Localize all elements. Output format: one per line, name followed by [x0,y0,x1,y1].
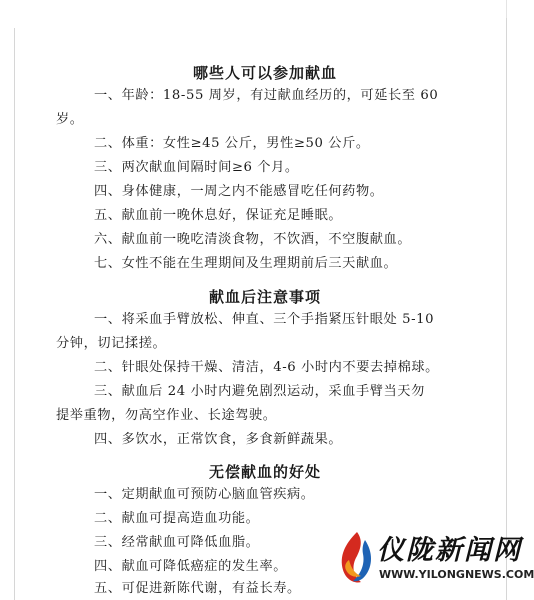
list-item: 五、献血前一晚休息好，保证充足睡眠。 [94,208,343,223]
section-title-after-donation: 献血后注意事项 [208,288,321,306]
list-item: 五、可促进新陈代谢，有益长寿。 [94,581,301,596]
list-item-continuation: 分钟，切记揉搓。 [56,336,167,351]
page-border-top-right [506,0,507,18]
list-item: 二、针眼处保持干燥、清洁，4-6 小时内不要去掉棉球。 [94,360,439,375]
logo-site-name: 仪陇新闻网 [377,535,522,566]
list-item-continuation: 提举重物，勿高空作业、长途驾驶。 [56,408,277,423]
list-item: 六、献血前一晚吃清淡食物，不饮酒，不空腹献血。 [94,232,412,247]
list-item: 三、经常献血可降低血脂。 [94,535,260,550]
list-item: 一、将采血手臂放松、伸直、三个手指紧压针眼处 5-10 [94,312,435,327]
list-item: 二、献血可提高造血功能。 [94,511,260,526]
list-item: 四、身体健康，一周之内不能感冒吃任何药物。 [94,184,384,199]
page-border-left [14,28,15,600]
list-item: 四、献血可降低癌症的发生率。 [94,559,288,574]
site-watermark-logo [335,526,534,598]
logo-site-url: WWW.YILONGNEWS.COM [379,568,534,581]
section-title-benefits: 无偿献血的好处 [208,463,321,481]
list-item: 一、定期献血可预防心脑血管疾病。 [94,487,315,502]
page-border-right [506,18,507,600]
list-item: 三、献血后 24 小时内避免剧烈运动，采血手臂当天勿 [94,384,425,399]
list-item: 一、年龄：18-55 周岁，有过献血经历的，可延长至 60 [94,88,439,103]
list-item-continuation: 岁。 [56,112,84,127]
logo-flame-icon [335,530,375,586]
list-item: 七、女性不能在生理期间及生理期前后三天献血。 [94,256,398,271]
list-item: 三、两次献血间隔时间≥6 个月。 [94,160,299,175]
section-title-who-can-donate: 哪些人可以参加献血 [192,64,337,82]
list-item: 四、多饮水，正常饮食，多食新鲜蔬果。 [94,432,343,447]
list-item: 二、体重：女性≥45 公斤，男性≥50 公斤。 [94,136,370,151]
